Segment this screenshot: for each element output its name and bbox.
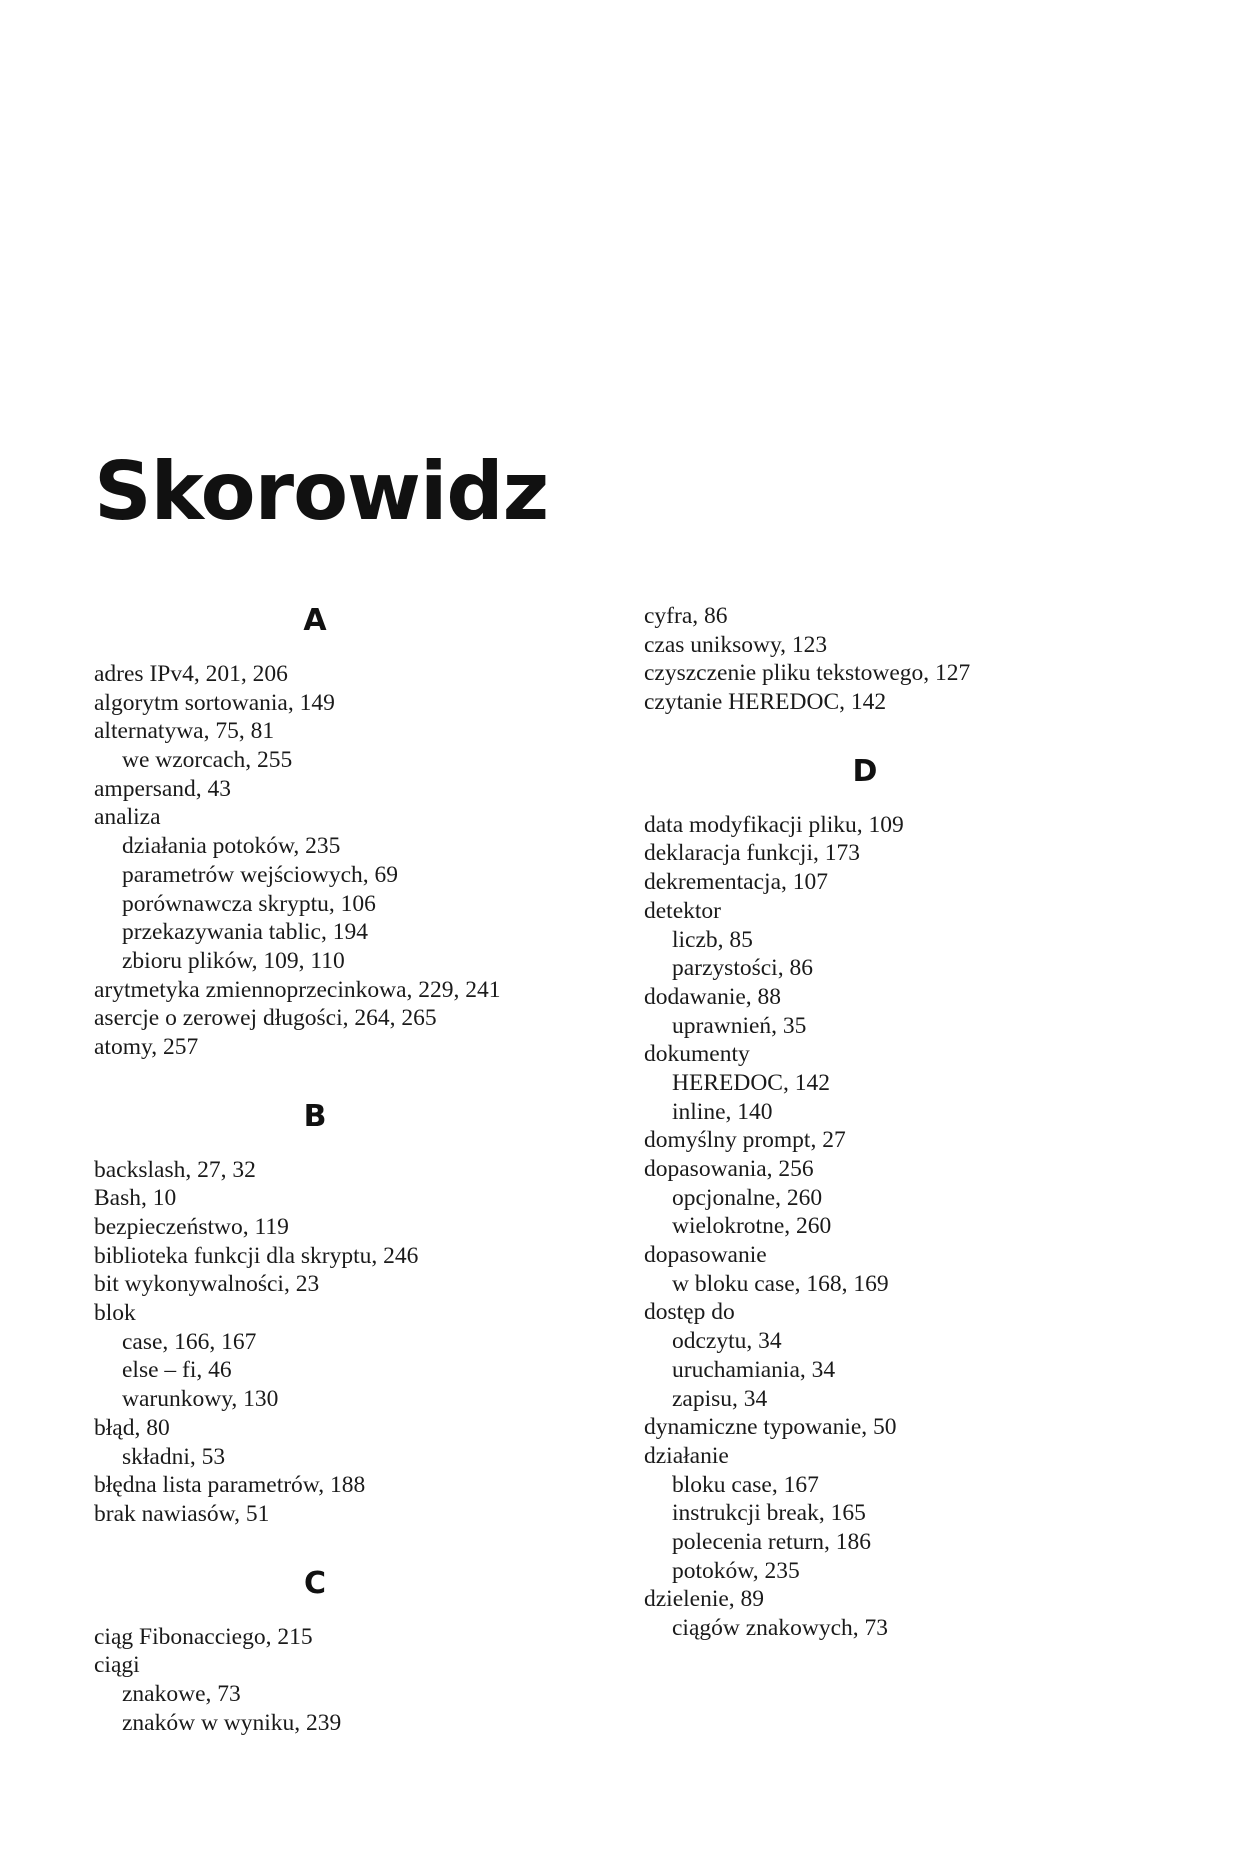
index-entry: algorytm sortowania, 149	[94, 689, 335, 716]
index-entry: adres IPv4, 201, 206	[94, 661, 288, 687]
index-subentry: uprawnień, 35	[672, 1012, 807, 1039]
index-subentry: działania potoków, 235	[122, 833, 341, 860]
index-entry: czyszczenie pliku tekstowego, 127	[644, 660, 971, 687]
index-entry: asercje o zerowej długości, 264, 265	[94, 1005, 437, 1032]
index-subentry: liczb, 85	[672, 926, 753, 953]
section-letter: D	[852, 753, 878, 789]
index-entry: bit wykonywalności, 23	[94, 1271, 320, 1298]
index-subentry: parametrów wejściowych, 69	[122, 861, 399, 888]
section-spacer	[94, 1062, 614, 1098]
index-column-left	[94, 602, 614, 1737]
index-subentry: else – fi, 46	[122, 1357, 232, 1384]
index-entry: Bash, 10	[94, 1185, 177, 1212]
index-entry: dopasowania, 256	[644, 1156, 814, 1182]
index-subentry: warunkowy, 130	[122, 1386, 279, 1413]
index-subentry: przekazywania tablic, 194	[122, 919, 368, 946]
index-subentry: uruchamiania, 34	[672, 1356, 836, 1383]
section-spacer	[94, 1136, 614, 1156]
index-entry: czas uniksowy, 123	[644, 631, 828, 658]
index-subentry: we wzorcach, 255	[122, 747, 293, 774]
index-entry: dokumenty	[644, 1041, 750, 1068]
index-subentry: opcjonalne, 260	[672, 1184, 823, 1211]
index-subentry: wielokrotne, 260	[672, 1213, 832, 1240]
entry-list	[94, 1156, 614, 1529]
section-letter: C	[303, 1565, 327, 1601]
page-title: Skorowidz	[94, 445, 549, 538]
index-entry: detektor	[644, 897, 721, 924]
index-section	[644, 602, 1164, 717]
section-letter: A	[303, 603, 327, 638]
index-subentry: instrukcji break, 165	[672, 1500, 866, 1527]
index-entry: dodawanie, 88	[644, 983, 782, 1010]
index-entry: ciąg Fibonacciego, 215	[94, 1623, 313, 1650]
index-subentry: w bloku case, 168, 169	[672, 1270, 889, 1297]
index-subentry: bloku case, 167	[672, 1471, 819, 1498]
entry-list	[94, 1623, 614, 1738]
index-entry: arytmetyka zmiennoprzecinkowa, 229, 241	[94, 976, 501, 1003]
section-spacer	[94, 1603, 614, 1623]
index-entry: błąd, 80	[94, 1414, 170, 1441]
index-entry: analiza	[94, 804, 161, 831]
index-subentry: ciągów znakowych, 73	[672, 1615, 888, 1641]
index-entry: dekrementacja, 107	[644, 869, 828, 896]
index-subentry: odczytu, 34	[672, 1328, 782, 1355]
section-spacer	[644, 791, 1164, 811]
index-subentry: zbioru plików, 109, 110	[122, 947, 345, 974]
index-section	[94, 1529, 614, 1738]
index-entry: atomy, 257	[94, 1033, 199, 1060]
section-spacer	[644, 717, 1164, 753]
index-entry: czytanie HEREDOC, 142	[644, 689, 887, 716]
index-entry: data modyfikacji pliku, 109	[644, 811, 904, 838]
index-entry: dynamiczne typowanie, 50	[644, 1414, 897, 1441]
entry-list	[94, 660, 614, 1062]
index-subentry: porównawcza skryptu, 106	[122, 890, 376, 917]
section-spacer	[94, 1529, 614, 1565]
index-subentry: znakowe, 73	[122, 1680, 241, 1707]
index-entry: domyślny prompt, 27	[644, 1127, 846, 1154]
index-subentry: polecenia return, 186	[672, 1528, 872, 1555]
index-entry: błędna lista parametrów, 188	[94, 1472, 366, 1499]
section-spacer	[94, 640, 614, 660]
index-section	[94, 1062, 614, 1529]
index-subentry: potoków, 235	[672, 1557, 800, 1584]
index-entry: bezpieczeństwo, 119	[94, 1214, 289, 1240]
index-entry: dzielenie, 89	[644, 1586, 765, 1613]
index-subentry: zapisu, 34	[672, 1385, 768, 1412]
index-subentry: HEREDOC, 142	[672, 1069, 830, 1096]
index-entry: dopasowanie	[644, 1242, 767, 1269]
entry-list	[644, 602, 1164, 717]
index-entry: cyfra, 86	[644, 603, 728, 629]
entry-list	[644, 811, 1164, 1643]
index-subentry: składni, 53	[122, 1443, 226, 1470]
index-entry: blok	[94, 1300, 136, 1327]
index-subentry: znaków w wyniku, 239	[122, 1709, 342, 1736]
index-entry: ciągi	[94, 1652, 140, 1679]
index-section	[644, 717, 1164, 1643]
index-entry: deklaracja funkcji, 173	[644, 840, 860, 867]
index-entry: dostęp do	[644, 1299, 735, 1326]
index-entry: backslash, 27, 32	[94, 1156, 256, 1183]
index-column-right	[644, 602, 1164, 1643]
index-section	[94, 602, 614, 1062]
index-entry: ampersand, 43	[94, 775, 232, 802]
index-entry: alternatywa, 75, 81	[94, 718, 275, 745]
section-letter: B	[303, 1098, 327, 1134]
index-subentry: inline, 140	[672, 1098, 773, 1125]
index-entry: działanie	[644, 1442, 729, 1469]
index-entry: biblioteka funkcji dla skryptu, 246	[94, 1242, 419, 1269]
index-subentry: case, 166, 167	[122, 1328, 257, 1355]
index-subentry: parzystości, 86	[672, 955, 813, 982]
index-entry: brak nawiasów, 51	[94, 1500, 270, 1527]
